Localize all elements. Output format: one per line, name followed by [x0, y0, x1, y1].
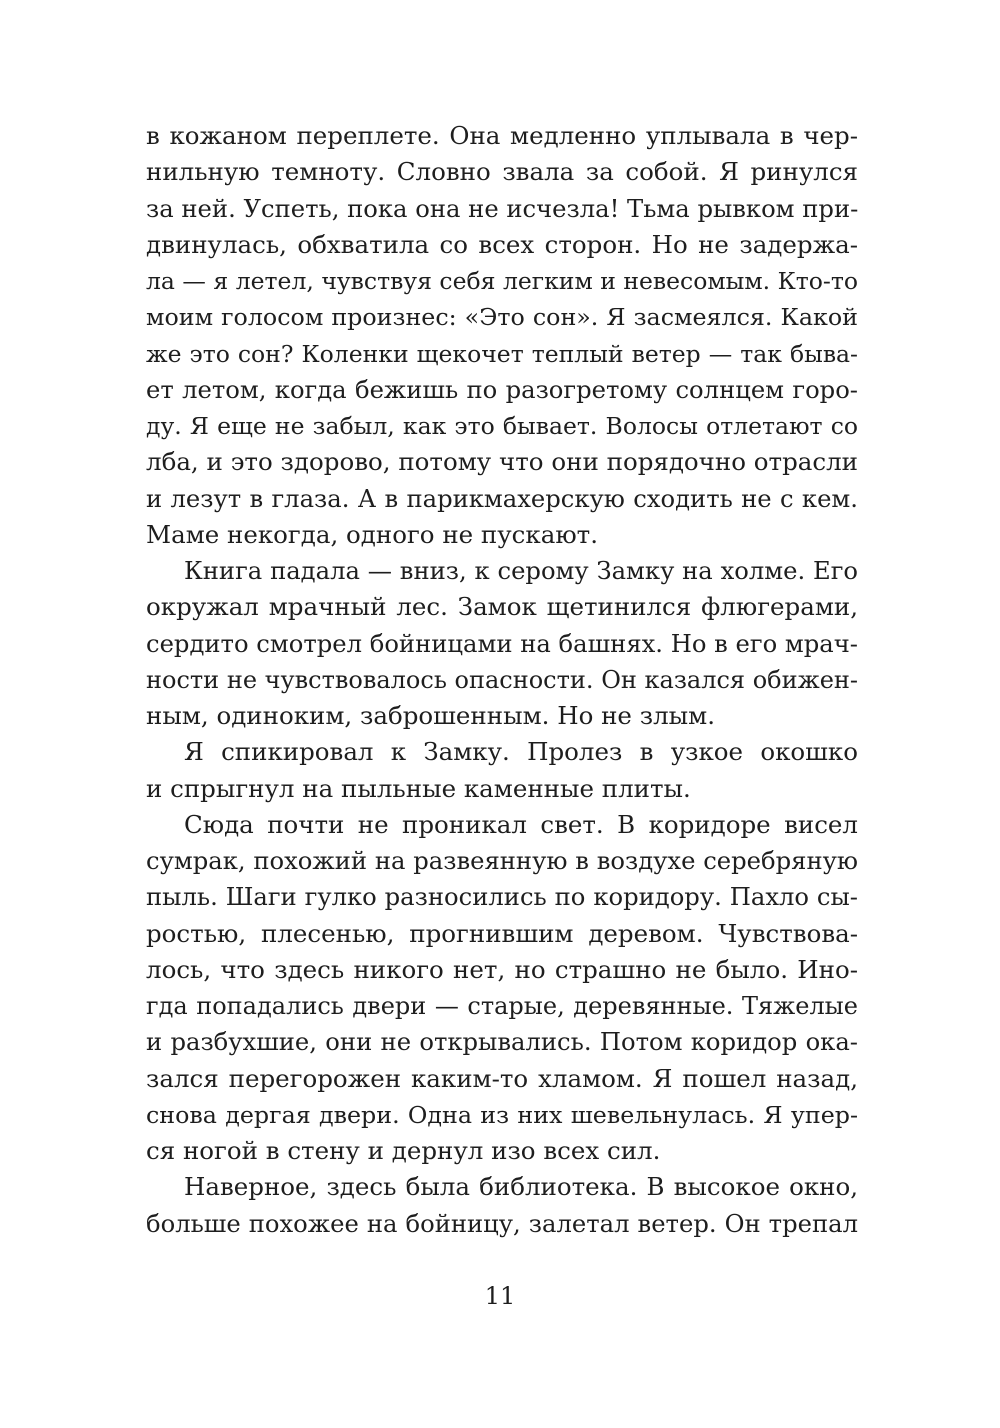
paragraph [146, 807, 858, 1170]
text-line: окружал мрачный лес. Замок щетинился флюгерами, [146, 592, 858, 622]
text-line: пыль. Шаги гулко разносились по коридору. Пахло сы- [146, 882, 858, 912]
text-line: ся ногой в стену и дернул изо всех сил. [146, 1136, 661, 1165]
paragraph [146, 734, 858, 807]
text-line: лось, что здесь никого нет, но страшно не было. Ино- [146, 954, 858, 984]
text-line: Маме некогда, одного не пускают. [146, 519, 598, 549]
text-line: ростью, плесенью, прогнившим деревом. Чувствова- [146, 918, 858, 948]
text-line: же это сон? Коленки щекочет теплый ветер — так быва- [146, 339, 858, 368]
text-line: ла — я летел, чувствуя себя легким и невесомым. Кто-то [146, 267, 858, 295]
text-line: и спрыгнул на пыльные каменные плиты. [146, 773, 691, 803]
text-line: моим голосом произнес: «Это сон». Я засмеялся. Какой [146, 303, 858, 332]
text-line: ет летом, когда бежишь по разогретому солнцем горо- [146, 374, 858, 404]
text-line: ности не чувствовалось опасности. Он казался обижен- [146, 665, 858, 694]
text-line: ду. Я еще не забыл, как это бывает. Волосы отлетают со [146, 412, 858, 440]
text-line: и разбухшие, они не открывались. Потом коридор ока- [146, 1027, 858, 1057]
page-number: 11 [484, 1282, 516, 1310]
text-line: ным, одиноким, заброшенным. Но не злым. [146, 701, 715, 730]
text-line: Я спикировал к Замку. Пролез в узкое окошко [184, 737, 858, 767]
text-line: двинулась, обхватила со всех сторон. Но не задержа- [146, 229, 858, 259]
paragraph [146, 1169, 858, 1242]
text-line: Наверное, здесь была библиотека. В высокое окно, [184, 1172, 858, 1202]
text-line: зался перегорожен каким-то хламом. Я пошел назад, [146, 1063, 858, 1093]
text-line: лба, и это здорово, потому что они порядочно отрасли [146, 447, 858, 477]
text-line: и лезут в глаза. А в парикмахерскую сходить не с кем. [146, 483, 858, 513]
text-line: Книга падала — вниз, к серому Замку на холме. Его [184, 556, 858, 585]
paragraph [146, 553, 858, 734]
text-line: нильную темноту. Словно звала за собой. Я ринулся [146, 157, 858, 187]
text-line: снова дергая двери. Одна из них шевельнулась. Я упер- [146, 1100, 858, 1129]
text-line: за ней. Успеть, пока она не исчезла! Тьма рывком при- [146, 193, 859, 223]
text-line: сумрак, похожий на развеянную в воздухе серебряную [146, 846, 858, 875]
text-line: гда попадались двери — старые, деревянные. Тяжелые [146, 992, 858, 1020]
text-line: Сюда почти не проникал свет. В коридоре висел [184, 809, 858, 839]
text-line: больше похожее на бойницу, залетал ветер. Он трепал [146, 1208, 858, 1238]
paragraph [146, 118, 858, 553]
body-text [146, 118, 858, 1242]
text-line: сердито смотрел бойницами на башнях. Но в его мрач- [146, 628, 858, 658]
text-line: в кожаном переплете. Она медленно уплывала в чер- [146, 121, 858, 150]
